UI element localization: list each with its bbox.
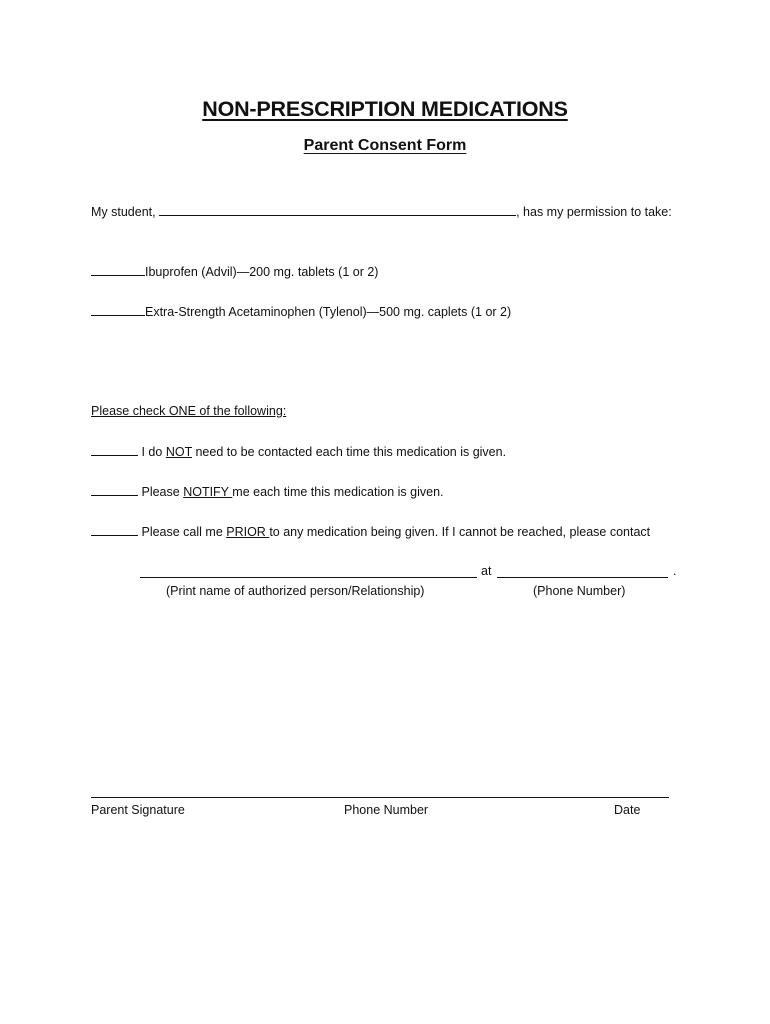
option-check-blank[interactable] <box>91 443 138 456</box>
option-emphasis: NOT <box>165 445 192 459</box>
contact-phone-caption: (Phone Number) <box>533 584 626 598</box>
medication-check-blank[interactable] <box>91 303 145 316</box>
option-check-blank[interactable] <box>91 483 138 496</box>
option-text-before: Please call me <box>141 525 227 539</box>
student-line-prefix: My student, <box>91 205 156 219</box>
form-title: NON-PRESCRIPTION MEDICATIONS <box>202 97 568 121</box>
form-subtitle: Parent Consent Form <box>303 137 467 154</box>
authorized-person-field[interactable] <box>140 577 477 578</box>
student-line <box>91 203 672 220</box>
signature-date-label: Date <box>614 803 641 817</box>
medication-item <box>91 263 378 280</box>
check-instruction: Please check ONE of the following: <box>91 404 287 418</box>
signature-rule[interactable] <box>91 797 669 798</box>
option-check-blank[interactable] <box>91 523 138 536</box>
medication-item <box>91 303 511 320</box>
option-emphasis: PRIOR <box>226 525 270 539</box>
student-line-suffix: , has my permission to take: <box>516 205 672 219</box>
signature-phone-label: Phone Number <box>344 803 429 817</box>
medication-check-blank[interactable] <box>91 263 145 276</box>
contact-at-label: at <box>481 564 492 578</box>
parent-signature-label: Parent Signature <box>91 803 185 817</box>
medication-label: Extra-Strength Acetaminophen (Tylenol)—500 mg. caplets (1 or 2) <box>145 305 512 319</box>
option-text-before: Please <box>141 485 184 499</box>
authorized-person-caption: (Print name of authorized person/Relationship) <box>166 584 425 598</box>
student-name-field[interactable] <box>159 203 516 216</box>
option-text-after: me each time this medication is given. <box>232 485 444 499</box>
contact-option <box>91 523 650 540</box>
option-text-before: I do <box>141 445 166 459</box>
contact-line-end: . <box>673 564 677 578</box>
contact-option <box>91 483 444 500</box>
contact-phone-field[interactable] <box>497 577 668 578</box>
option-text-after: to any medication being given. If I cannot be reached, please contact <box>269 525 651 539</box>
medication-label: Ibuprofen (Advil)—200 mg. tablets (1 or 2) <box>145 265 379 279</box>
contact-option <box>91 443 506 460</box>
option-emphasis: NOTIFY <box>183 485 233 499</box>
option-text-after: need to be contacted each time this medication is given. <box>191 445 507 459</box>
